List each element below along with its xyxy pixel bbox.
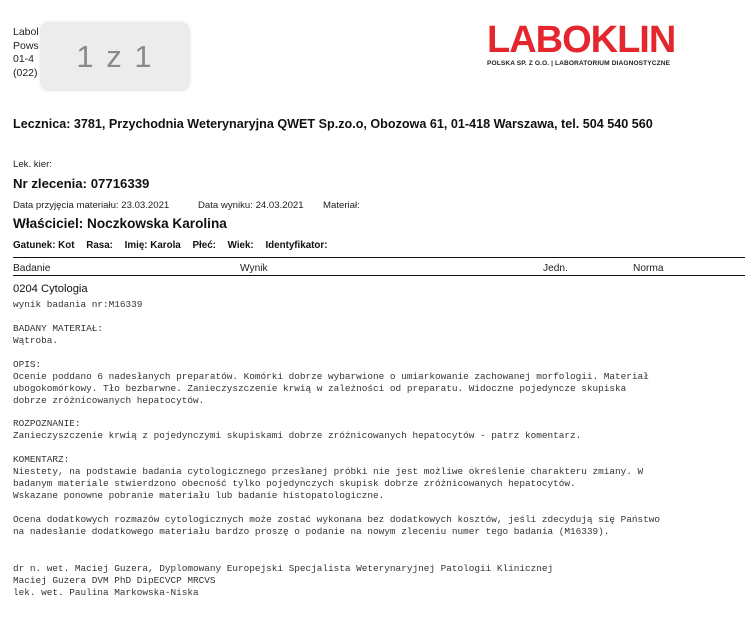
lab-address bbox=[13, 26, 39, 80]
order-number: Nr zlecenia: 07716339 bbox=[13, 176, 150, 191]
column-test: Badanie bbox=[13, 263, 51, 274]
logo-wordmark: LABOKLIN bbox=[487, 19, 676, 61]
result-number: wynik badania nr:M16339 bbox=[13, 299, 143, 310]
patient-age: Wiek: bbox=[227, 240, 254, 251]
diagnosis-header: ROZPOZNANIE: bbox=[13, 418, 81, 429]
patient-id: Identyfikator: bbox=[265, 240, 328, 251]
date-result: Data wyniku: 24.03.2021 bbox=[198, 200, 304, 211]
logo-subtitle: POLSKA SP. Z O.O. | LABORATORIUM DIAGNOSTYCZNE bbox=[487, 60, 671, 67]
comment-header: KOMENTARZ: bbox=[13, 454, 70, 465]
patient-info bbox=[13, 240, 337, 251]
signature-line: dr n. wet. Maciej Guzera, Dyplomowany Europejski Specjalista Weterynaryjnej Patologii Klinicznej bbox=[13, 563, 554, 574]
date-received: Data przyjęcia materiału: 23.03.2021 bbox=[13, 200, 170, 211]
page-indicator-text: 1 z 1 bbox=[76, 38, 154, 74]
lab-address-line: (022) bbox=[13, 66, 38, 79]
signature-line: Maciej Guzera DVM PhD DipECVCP MRCVS bbox=[13, 575, 216, 586]
lab-address-line: Pows bbox=[13, 39, 39, 52]
description-line: dobrze zróżnicowanych hepatocytów. bbox=[13, 395, 205, 406]
comment-line: Niestety, na podstawie badania cytologicznego przesłanej próbki nie jest możliwe określenie charakteru zmiany. W bbox=[13, 466, 644, 477]
column-norm: Norma bbox=[633, 263, 664, 274]
column-result: Wynik bbox=[240, 263, 268, 274]
patient-species: Gatunek: Kot bbox=[13, 240, 75, 251]
description-line: Ocenie poddano 6 nadesłanych preparatów. Komórki dobrze wybarwione o umiarkowanie zachowanej morfologii. Materiał bbox=[13, 371, 649, 382]
material-value: Wątroba. bbox=[13, 335, 59, 346]
material-label: Materiał: bbox=[323, 200, 360, 211]
test-name: 0204 Cytologia bbox=[13, 283, 88, 295]
patient-name: Imię: Karola bbox=[124, 240, 181, 251]
lab-address-line: Labol bbox=[13, 26, 39, 38]
vet-label: Lek. kier: bbox=[13, 159, 52, 170]
description-header: OPIS: bbox=[13, 359, 42, 370]
diagnosis-value: Zanieczyszczenie krwią z pojedynczymi skupiskami dobrze zróżnicowanych hepatocytów - patrz komentarz. bbox=[13, 430, 582, 441]
owner-name: Właściciel: Noczkowska Karolina bbox=[13, 216, 227, 231]
material-header: BADANY MATERIAŁ: bbox=[13, 323, 104, 334]
page-indicator bbox=[40, 22, 190, 91]
description-line: ubogokomórkowy. Tło bezbarwne. Zanieczyszczenie krwią w zależności od preparatu. Widoczne pojedyncze skupiska bbox=[13, 383, 627, 394]
clinic-line: Lecznica: 3781, Przychodnia Weterynaryjna QWET Sp.zo.o, Obozowa 61, 01-418 Warszawa, tel. 504 540 560 bbox=[13, 117, 653, 131]
patient-sex: Płeć: bbox=[192, 240, 216, 251]
note-line: na nadesłanie dodatkowego materiału bardzo proszę o podanie na nowym zleceniu numer tego badania (M16339). bbox=[13, 526, 610, 537]
lab-address-line: 01-4 bbox=[13, 53, 35, 65]
table-top-rule bbox=[13, 257, 745, 258]
comment-line: Wskazane ponowne pobranie materiału lub badanie histopatologiczne. bbox=[13, 490, 385, 501]
laboklin-logo bbox=[487, 21, 697, 67]
signature-line: lek. wet. Paulina Markowska-Niska bbox=[13, 587, 199, 598]
note-line: Ocena dodatkowych rozmazów cytologicznych może zostać wykonana bez dodatkowych kosztów, jeśli zdecydują się Państwo bbox=[13, 514, 660, 525]
patient-breed: Rasa: bbox=[86, 240, 113, 251]
comment-line: badanym materiale stwierdzono obecność tylko pojedynczych skupisk dobrze zróżnicowanych hepatocytów. bbox=[13, 478, 576, 489]
table-header-rule bbox=[13, 275, 745, 276]
column-unit: Jedn. bbox=[543, 263, 568, 274]
